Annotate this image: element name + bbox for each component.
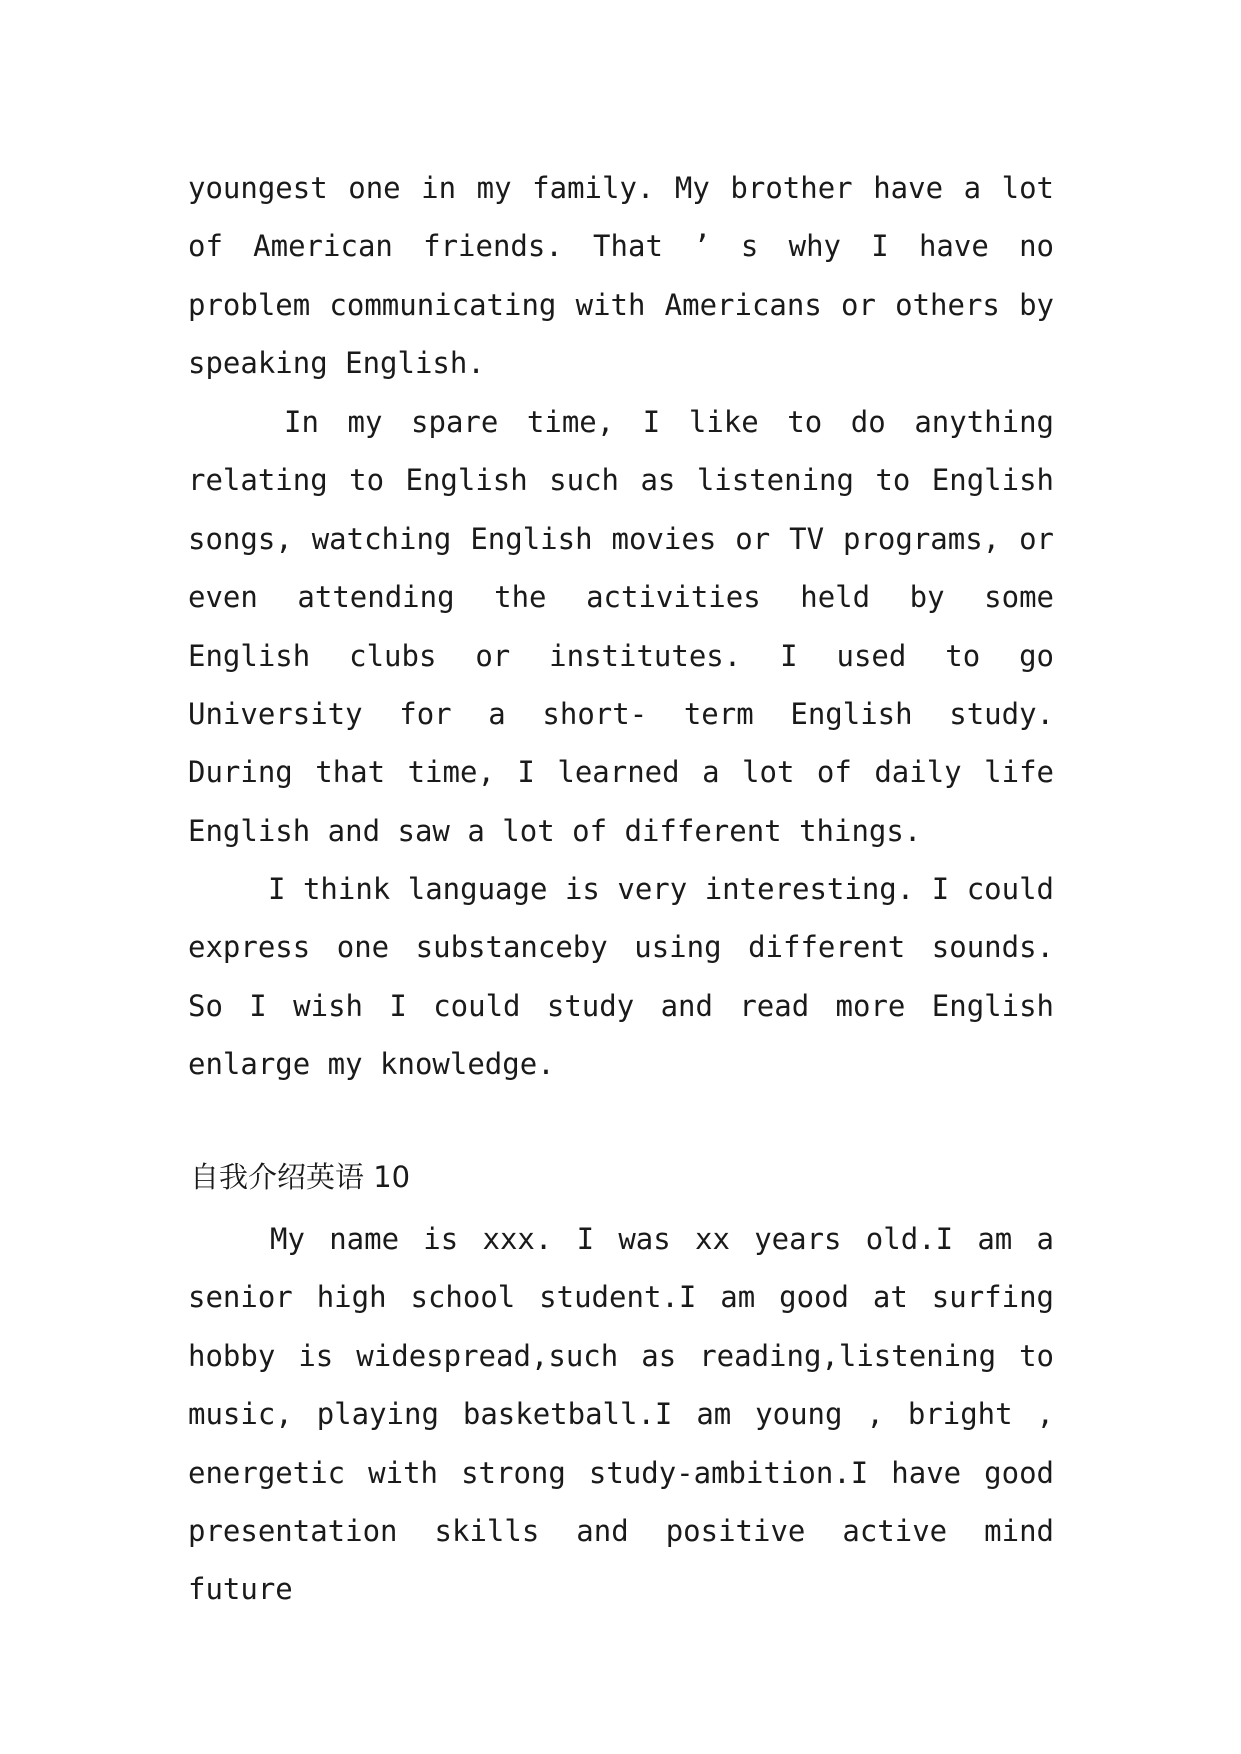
paragraph-my-name <box>188 1210 1054 1619</box>
paragraph-text: youngest one in my family. My brother have a lot of American friends. That ’ s why I have no problem communicating with Americans or others by speaking English. <box>188 171 1054 381</box>
paragraph-spare-time <box>188 393 1054 860</box>
paragraph-family <box>188 159 1054 393</box>
paragraph-language <box>188 860 1054 1094</box>
paragraph-text: My name is xxx. I was xx years old.I am a senior high school student.I am good at surfing hobby is widespread,such as reading,listening to music, playing basketball.I am young , bright , energetic with strong study-ambition.I have good presentation skills and positive active mind future <box>188 1222 1054 1607</box>
paragraph-text: In my spare time, I like to do anything relating to English such as listening to English songs, watching English movies or TV programs, or even attending the activities held by some English clubs or institutes. I used to go University for a short- term English study. During that time, I learned a lot of daily life English and saw a lot of different things. <box>188 405 1054 848</box>
paragraph-text: I think language is very interesting. I could express one substanceby using different sounds. So I wish I could study and read more English enlarge my knowledge. <box>188 872 1054 1082</box>
section-heading: 自我介绍英语 10 <box>190 1160 411 1194</box>
